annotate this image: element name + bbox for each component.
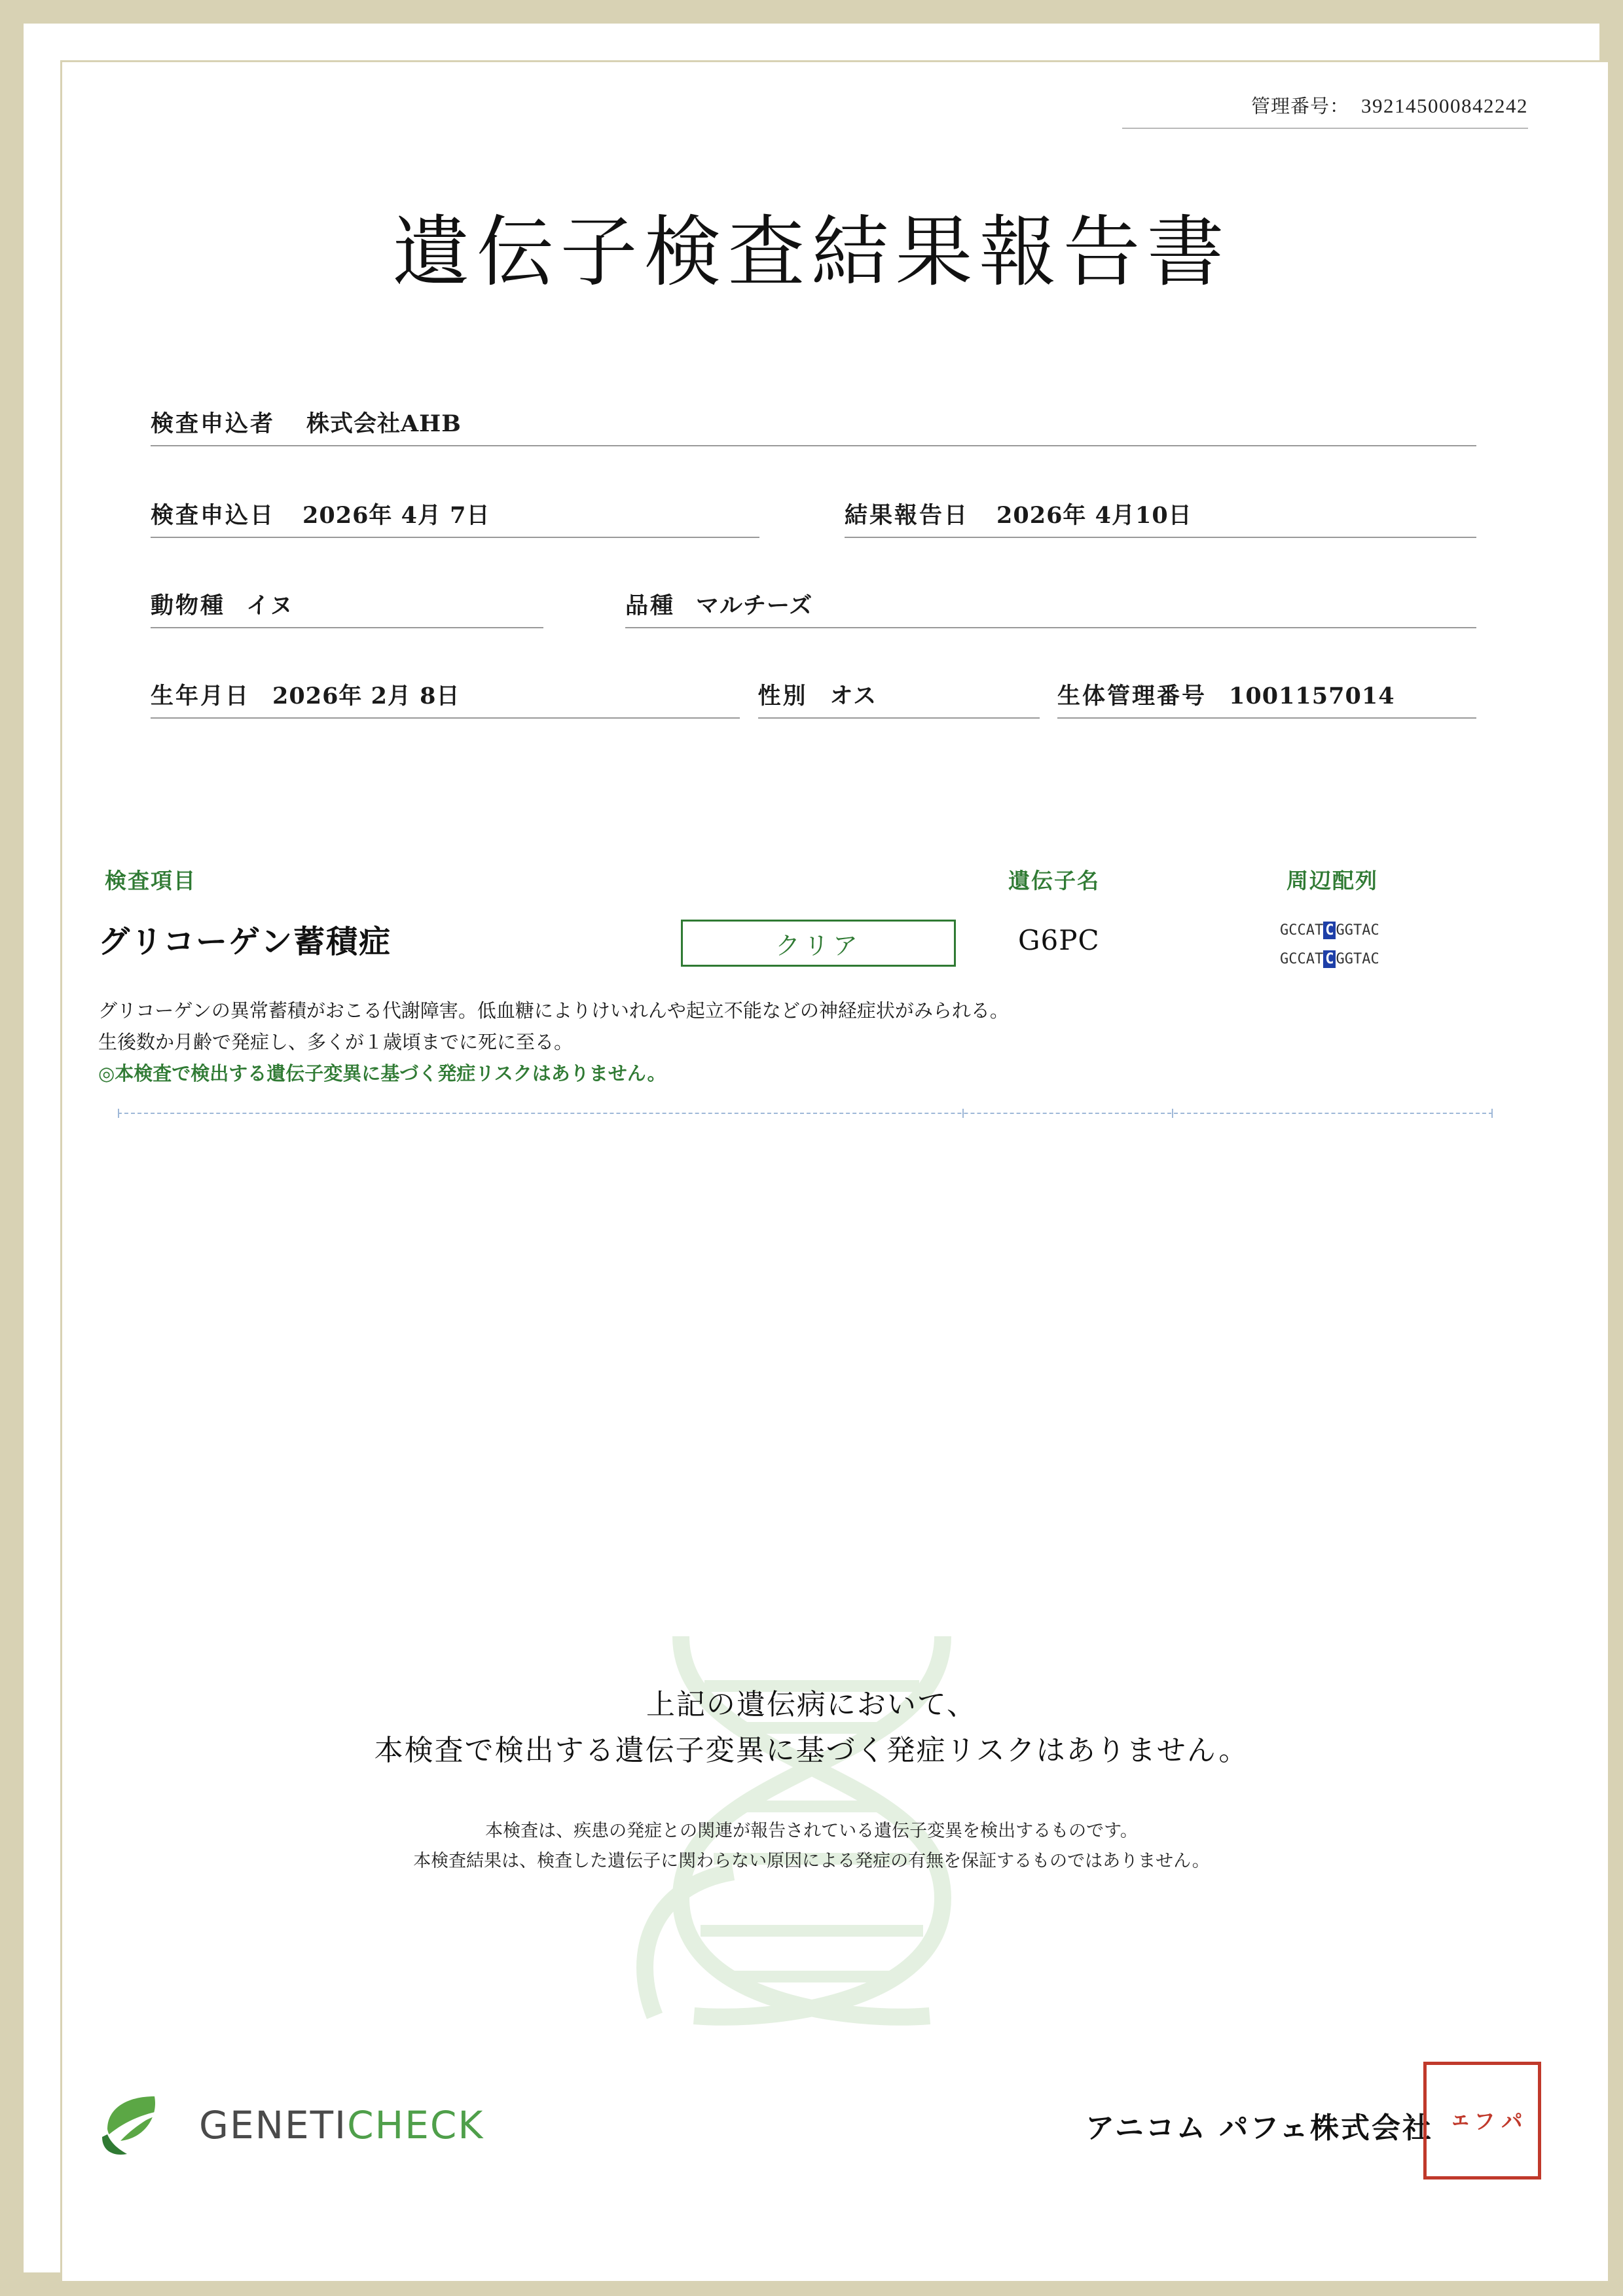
management-number-label: 管理番号： xyxy=(1250,96,1349,117)
field-animal-id xyxy=(1057,678,1476,719)
report-date-value: 2026年 4月10日 xyxy=(996,502,1192,529)
dates-row xyxy=(151,497,1476,538)
column-header-sequence: 周辺配列 xyxy=(1286,868,1378,893)
sequence-line-1 xyxy=(1280,916,1379,945)
field-sex xyxy=(758,678,1040,719)
birthdate-value: 2026年 2月 8日 xyxy=(272,683,460,709)
applicant-row xyxy=(151,406,1476,446)
leaf-logo-icon xyxy=(98,2091,182,2159)
seal-column-3: ェ xyxy=(1442,2109,1468,2132)
field-birthdate xyxy=(151,678,740,719)
birthdate-label: 生年月日 xyxy=(151,683,251,709)
applicant-value: 株式会社AHB xyxy=(306,410,462,437)
field-species xyxy=(151,588,543,628)
sequence-suffix: GGTAC xyxy=(1336,922,1379,939)
breed-value: マルチーズ xyxy=(696,592,813,619)
animal-id-label: 生体管理番号 xyxy=(1057,683,1207,709)
divider-tick-end xyxy=(1491,1109,1493,1118)
description-line-1: グリコーゲンの異常蓄積がおこる代謝障害。低血糖によりけいれんや起立不能などの神経症状がみられる。 xyxy=(98,999,1009,1022)
divider-tick-right xyxy=(1172,1109,1173,1118)
management-number-value: 392145000842242 xyxy=(1361,94,1528,117)
result-description xyxy=(98,995,1486,1089)
page-title: 遺伝子検査結果報告書 xyxy=(392,207,1231,297)
logo-wordmark xyxy=(199,2103,484,2147)
seal-column-1: パ xyxy=(1497,2109,1523,2132)
divider-tick-left xyxy=(118,1109,119,1118)
divider-tick-mid xyxy=(962,1109,964,1118)
logo-text-dark: GENETI xyxy=(199,2103,348,2147)
note-line-2: 本検査結果は、検査した遺伝子に関わらない原因による発症の有無を保証するものではありません。 xyxy=(413,1851,1210,1871)
sequence-prefix: GCCAT xyxy=(1280,922,1324,939)
request-date-value: 2026年 4月 7日 xyxy=(302,502,490,529)
sequence-prefix-2: GCCAT xyxy=(1280,951,1324,967)
status-badge: クリア xyxy=(681,920,956,967)
request-date-label: 検査申込日 xyxy=(151,502,276,529)
description-line-3: ◎本検査で検出する遺伝子変異に基づく発症リスクはありません。 xyxy=(98,1062,666,1085)
description-line-2: 生後数か月齢で発症し、多くが１歳頃までに死に至る。 xyxy=(98,1031,574,1053)
column-header-gene: 遺伝子名 xyxy=(1008,868,1100,893)
sex-label: 性別 xyxy=(757,683,808,709)
species-label: 動物種 xyxy=(151,592,226,619)
result-gene-name: G6PC xyxy=(1018,924,1100,956)
animal-id-value: 1001157014 xyxy=(1229,683,1395,709)
field-breed xyxy=(625,588,1476,628)
breed-label: 品種 xyxy=(625,592,676,619)
species-row xyxy=(151,588,1476,628)
seal-column-2: フ xyxy=(1469,2109,1495,2132)
result-item-name: グリコーゲン蓄積症 xyxy=(98,924,392,960)
birth-row xyxy=(151,678,1476,719)
conclusion-note xyxy=(0,1816,1623,1876)
field-report-date xyxy=(845,497,1476,538)
applicant-label: 検査申込者 xyxy=(151,410,276,437)
conclusion-line-1: 上記の遺伝病において、 xyxy=(646,1688,977,1721)
sequence-highlight: C xyxy=(1323,922,1336,939)
report-date-label: 結果報告日 xyxy=(845,502,970,529)
column-header-item: 検査項目 xyxy=(105,868,196,893)
field-request-date xyxy=(151,497,759,538)
sequence-suffix-2: GGTAC xyxy=(1336,951,1379,967)
note-line-1: 本検査は、疾患の発症との関連が報告されている遺伝子変異を検出するものです。 xyxy=(485,1821,1138,1841)
company-seal xyxy=(1423,2062,1541,2179)
sex-value: オス xyxy=(830,683,877,709)
field-applicant xyxy=(151,406,1476,446)
company-name: アニコム パフェ株式会社 xyxy=(1085,2111,1433,2145)
sequence-line-2 xyxy=(1280,945,1379,974)
species-value: イヌ xyxy=(246,592,294,619)
sequence-highlight-2: C xyxy=(1323,950,1336,968)
logo-text-green: CHECK xyxy=(347,2103,484,2147)
conclusion-block xyxy=(0,1682,1623,1774)
conclusion-line-2: 本検査で検出する遺伝子変異に基づく発症リスクはありません。 xyxy=(374,1734,1249,1767)
section-divider xyxy=(118,1113,1493,1114)
management-number xyxy=(1122,92,1528,129)
geneticheck-logo xyxy=(98,2091,484,2159)
sequence-block xyxy=(1280,916,1379,974)
